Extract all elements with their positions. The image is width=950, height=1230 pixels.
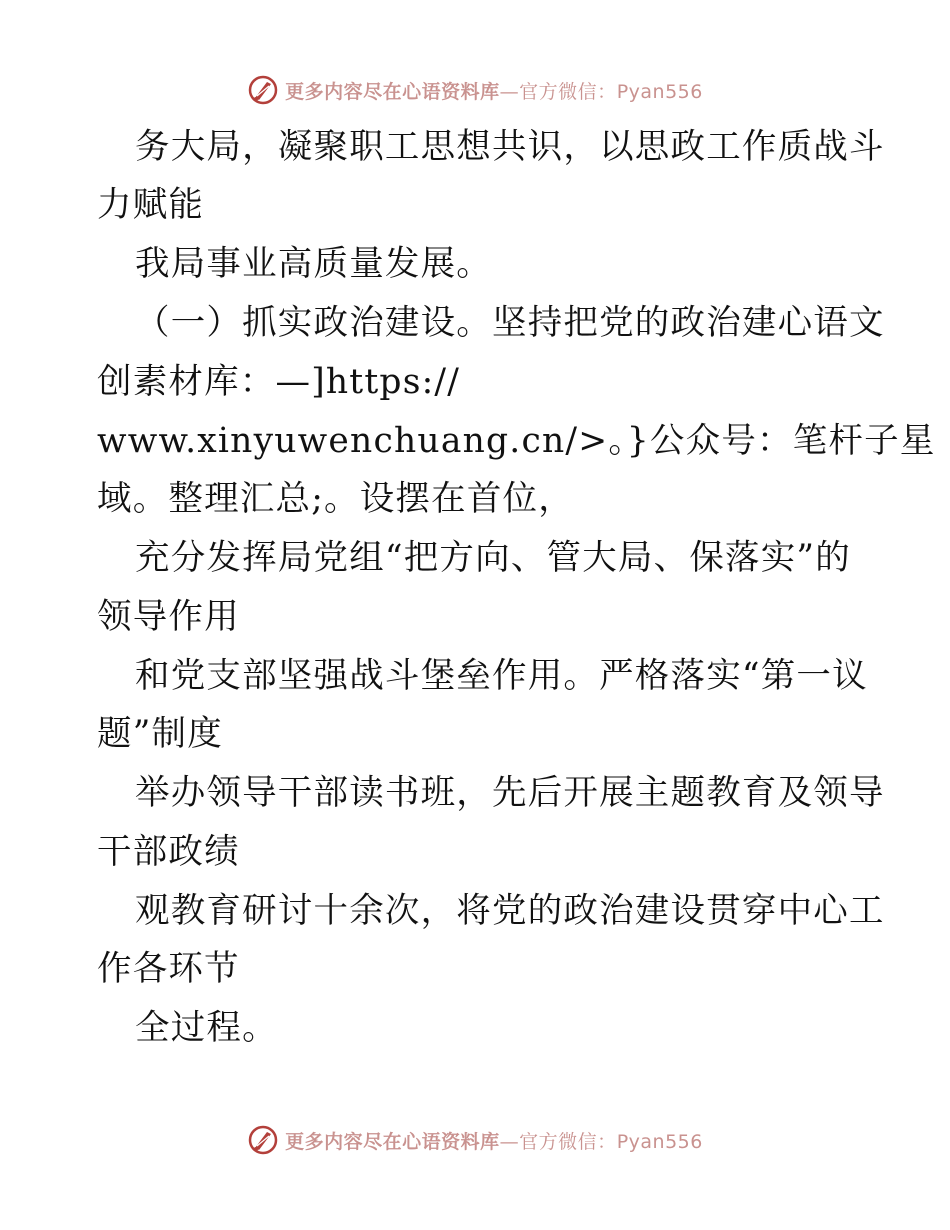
watermark-text <box>285 77 703 104</box>
body-line: 充分发挥局党组“把方向、管大局、保落实”的 <box>135 538 851 578</box>
body-line: （一）抓实政治建设。坚持把党的政治建心语文 <box>135 303 885 343</box>
body-line: 题”制度 <box>97 714 223 754</box>
body-line <box>97 357 460 407</box>
body-line: 我局事业高质量发展。 <box>135 244 492 284</box>
quill-logo-icon <box>247 74 279 106</box>
body-line: www.xinyuwenchuang.cn/>。}公众号：笔杆子星 <box>97 421 936 461</box>
body-line: 务大局，凝聚职工思想共识，以思政工作质战斗 <box>135 127 885 167</box>
body-line: 全过程。 <box>135 1008 278 1048</box>
watermark-wechat-id: Pyan556 <box>616 1130 703 1153</box>
body-line: 干部政绩 <box>97 832 240 872</box>
watermark-wechat-label: 官方微信： <box>519 1130 617 1153</box>
header-watermark <box>0 70 950 110</box>
body-line: 域。整理汇总;。设摆在首位， <box>97 479 574 519</box>
watermark-separator: — <box>499 80 520 103</box>
watermark-text <box>285 1127 703 1154</box>
body-line: 作各环节 <box>97 949 240 989</box>
watermark-brand: 更多内容尽在心语资料库 <box>285 1130 500 1153</box>
watermark-wechat-id: Pyan556 <box>616 80 703 103</box>
body-line: 观教育研讨十余次，将党的政治建设贯穿中心工 <box>135 891 885 931</box>
body-line: 举办领导干部读书班，先后开展主题教育及领导 <box>135 773 885 813</box>
body-line: 领导作用 <box>97 597 240 637</box>
watermark-wechat-label: 官方微信： <box>519 80 617 103</box>
quill-logo-icon <box>247 1124 279 1156</box>
body-line: 力赋能 <box>97 185 205 225</box>
footer-watermark <box>0 1120 950 1160</box>
watermark-separator: — <box>499 1130 520 1153</box>
body-line: 和党支部坚强战斗堡垒作用。严格落实“第一议 <box>135 656 868 696</box>
body-line-text: 创素材库：—]https:// <box>97 362 461 402</box>
watermark-brand: 更多内容尽在心语资料库 <box>285 80 500 103</box>
